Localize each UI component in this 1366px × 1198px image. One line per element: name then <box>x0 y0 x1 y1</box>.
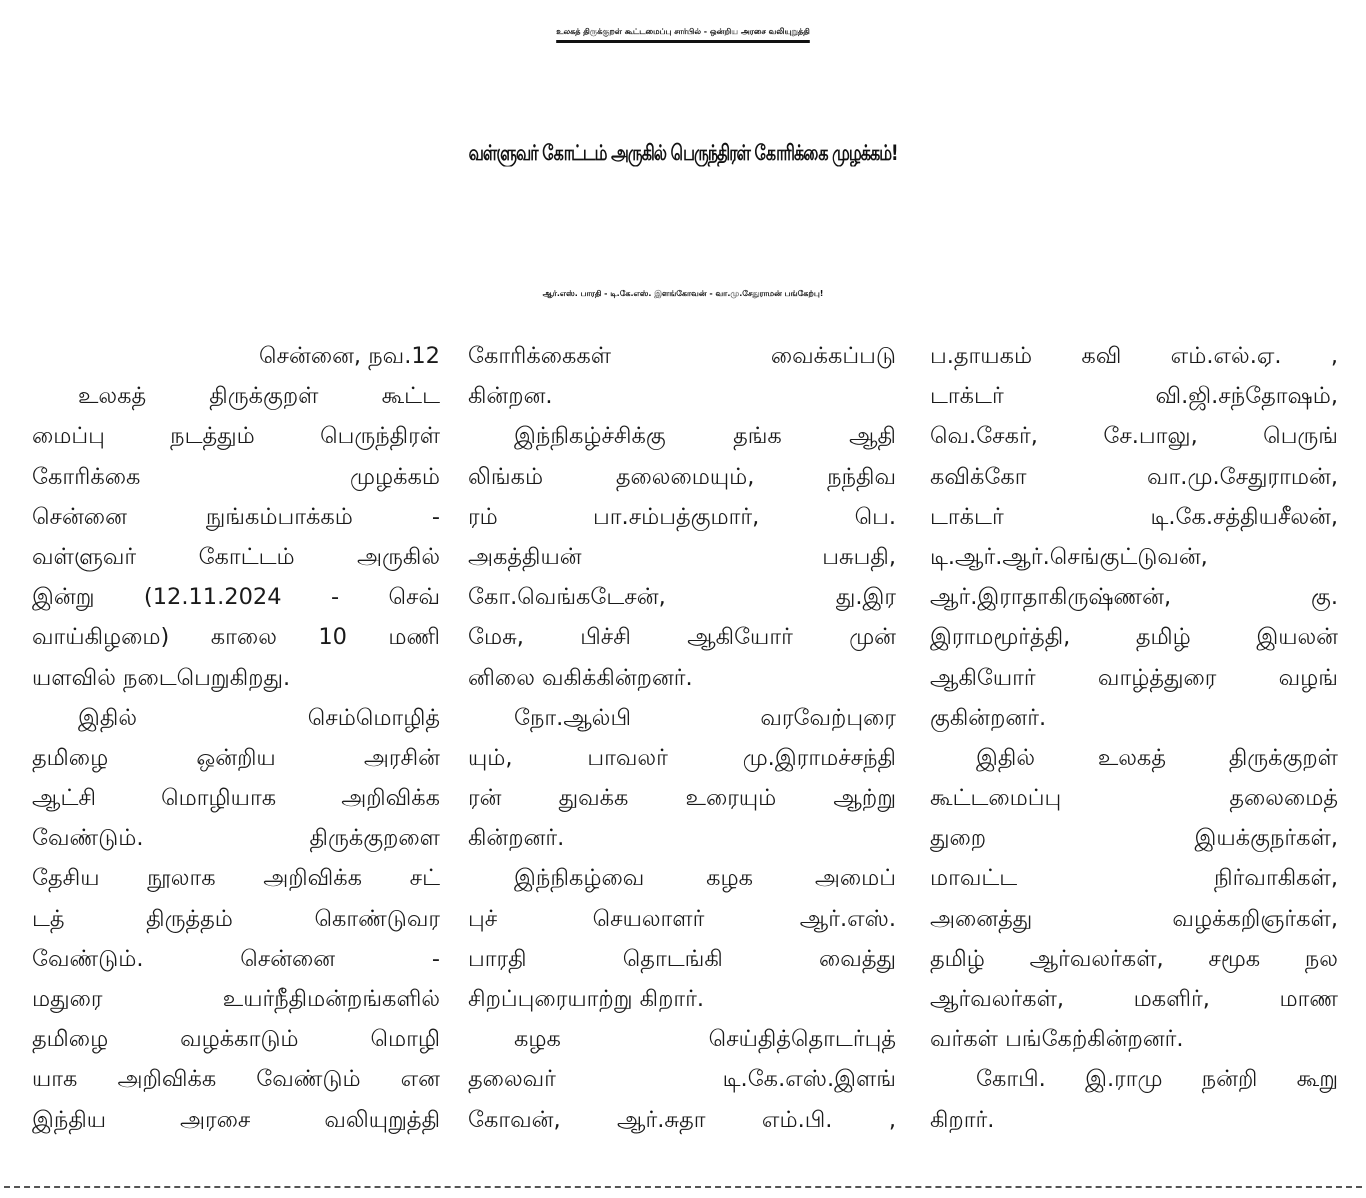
sub-headline: ஆர்.எஸ். பாரதி - டி.கே.எஸ். இளங்கோவன் - வா.மு.சேதுராமன் பங்கேற்பு! <box>542 289 824 298</box>
text-line: துறை இயக்குநர்கள், <box>930 825 1338 852</box>
text-line: சிறப்புரையாற்று கிறார். <box>468 986 705 1012</box>
text-line: குகின்றனர். <box>930 704 1047 731</box>
text-line: ஆர்வலர்கள், மகளிர், மாண <box>930 986 1338 1012</box>
text-line: வாய்கிழமை) காலை 10 மணி <box>32 624 440 651</box>
text-line: லிங்கம் தலைமையும், நந்திவ <box>468 463 896 490</box>
text-line: கின்றனர். <box>468 825 565 852</box>
text-line: கின்றன. <box>468 383 553 410</box>
text-line: இந்நிகழ்வை கழக அமைப் <box>514 865 896 892</box>
text-line: டாக்டர் டி.கே.சத்தியசீலன், <box>930 503 1338 530</box>
text-line: தேசிய நூலாக அறிவிக்க சட் <box>32 865 440 892</box>
text-line: மைப்பு நடத்தும் பெருந்திரள் <box>32 423 440 450</box>
article-column-1 <box>32 336 440 1140</box>
text-line: தமிழ் ஆர்வலர்கள், சமூக நல <box>930 945 1338 972</box>
article-column-3 <box>930 336 1338 1140</box>
text-line: தலைவர் டி.கே.எஸ்.இளங் <box>468 1066 896 1093</box>
dashed-separator <box>4 1186 1362 1188</box>
text-line: அகத்தியன் பசுபதி, <box>468 543 896 570</box>
text-line: மதுரை உயர்நீதிமன்றங்களில் <box>32 986 440 1012</box>
text-line: கூட்டமைப்பு தலைமைத் <box>930 785 1338 812</box>
text-line: கோரிக்கைகள் வைக்கப்படு <box>468 343 896 369</box>
text-line: டி.ஆர்.ஆர்.செங்குட்டுவன், <box>930 543 1208 570</box>
article-column-2 <box>468 336 896 1140</box>
text-line: கோரிக்கை முழக்கம் <box>32 463 440 490</box>
text-line: ப.தாயகம் கவி எம்.எல்.ஏ. , <box>930 343 1338 369</box>
text-line: இந்திய அரசை வலியுறுத்தி <box>32 1106 440 1133</box>
text-line: நோ.ஆல்பி வரவேற்புரை <box>514 704 896 731</box>
text-line: வள்ளுவர் கோட்டம் அருகில் <box>32 543 440 570</box>
text-line: மேசு, பிச்சி ஆகியோர் முன் <box>468 624 896 651</box>
text-line: உலகத் திருக்குறள் கூட்ட <box>78 383 440 410</box>
text-line: தமிழை வழக்காடும் மொழி <box>32 1026 440 1053</box>
text-line: ஆர்.இராதாகிருஷ்ணன், கு. <box>930 584 1338 611</box>
text-line: கோவன், ஆர்.சுதா எம்.பி. , <box>468 1106 896 1133</box>
text-line: கவிக்கோ வா.மு.சேதுராமன், <box>930 463 1338 490</box>
text-line: யும், பாவலர் மு.இராமச்சந்தி <box>468 744 896 771</box>
text-line: இன்று (12.11.2024 - செவ் <box>32 584 440 611</box>
text-line: வெ.சேகர், சே.பாலு, பெருங் <box>930 423 1338 450</box>
text-line: டத் திருத்தம் கொண்டுவர <box>32 905 440 932</box>
text-line: இதில் செம்மொழித் <box>78 704 440 731</box>
text-line: கோ.வெங்கடேசன், து.இர <box>468 584 896 611</box>
text-line: இதில் உலகத் திருக்குறள் <box>976 744 1338 771</box>
text-line: கோபி. இ.ராமு நன்றி கூறு <box>976 1066 1338 1093</box>
kicker-headline <box>0 6 1366 58</box>
dateline: சென்னை, நவ.12 <box>259 343 440 369</box>
text-line: மாவட்ட நிர்வாகிகள், <box>930 865 1338 892</box>
text-line: இராமமூர்த்தி, தமிழ் இயலன் <box>930 624 1338 651</box>
text-line: வேண்டும். திருக்குறளை <box>32 825 440 852</box>
text-line: னிலை வகிக்கின்றனர். <box>468 664 693 691</box>
kicker-text: உலகத் திருக்குறள் கூட்டமைப்பு சார்பில் - ஒன்றிய அரசை வலியுறுத்தி <box>556 27 810 36</box>
text-line: ஆட்சி மொழியாக அறிவிக்க <box>32 785 440 812</box>
text-line: பாரதி தொடங்கி வைத்து <box>468 945 896 972</box>
text-line: டாக்டர் வி.ஜி.சந்தோஷம், <box>930 383 1338 410</box>
text-line: இந்நிகழ்ச்சிக்கு தங்க ஆதி <box>514 423 896 450</box>
text-line: சென்னை நுங்கம்பாக்கம் - <box>32 503 440 530</box>
text-line: தமிழை ஒன்றிய அரசின் <box>32 744 440 771</box>
text-line: புச் செயலாளர் ஆர்.எஸ். <box>468 905 896 932</box>
text-line: வர்கள் பங்கேற்கின்றனர். <box>930 1026 1184 1053</box>
main-headline: வள்ளுவர் கோட்டம் அருகில் பெருந்திரள் கோரிக்கை முழக்கம்! <box>468 139 898 166</box>
text-line: கிறார். <box>930 1106 995 1133</box>
text-line: வேண்டும். சென்னை - <box>32 945 440 972</box>
text-line: யாக அறிவிக்க வேண்டும் என <box>32 1066 440 1093</box>
text-line: அனைத்து வழக்கறிஞர்கள், <box>930 905 1338 932</box>
text-line: ஆகியோர் வாழ்த்துரை வழங் <box>930 664 1338 691</box>
text-line: ரம் பா.சம்பத்குமார், பெ. <box>468 503 896 530</box>
text-line: கழக செய்தித்தொடர்புத் <box>514 1026 896 1053</box>
text-line: யளவில் நடைபெறுகிறது. <box>32 664 291 691</box>
text-line: ரன் துவக்க உரையும் ஆற்று <box>468 785 896 812</box>
